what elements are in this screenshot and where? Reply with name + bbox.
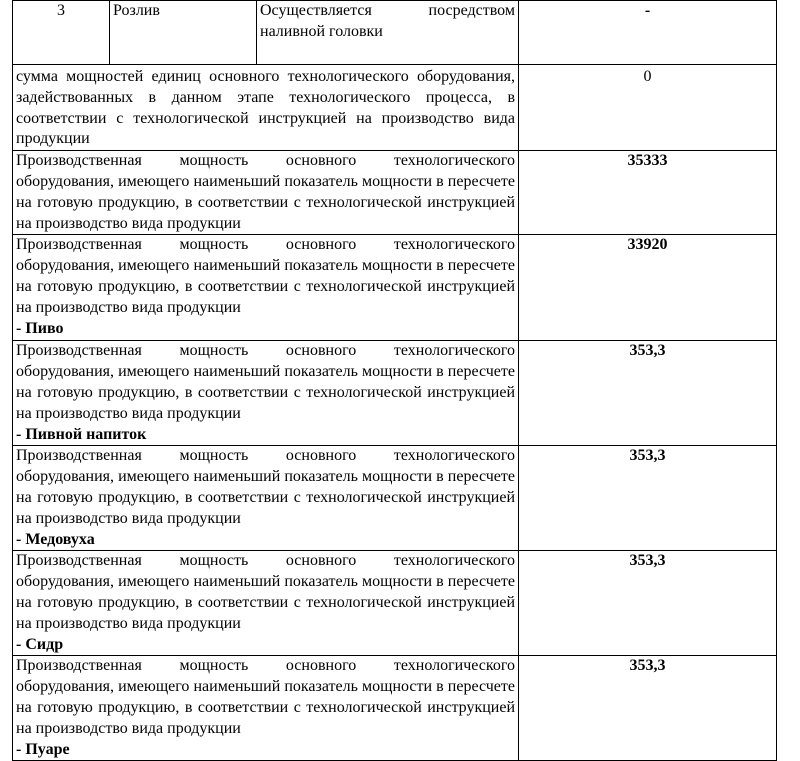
capacity-table xyxy=(12,0,777,761)
row-description: сумма мощностей единиц основного технологического оборудования, задействованных в данном этапе технологического процесса, в соответствии с технологической инструкцией на производство вида продукции xyxy=(16,68,515,148)
row-value-text: 35333 xyxy=(627,152,668,170)
row-text xyxy=(13,235,519,341)
step-operation: Розлив xyxy=(110,1,257,65)
table-row xyxy=(13,656,777,761)
row-value xyxy=(519,341,777,446)
row-value xyxy=(519,446,777,551)
row-value xyxy=(519,656,777,761)
table-row xyxy=(13,1,777,65)
table-row xyxy=(13,235,777,341)
row-value-text: 353,3 xyxy=(629,657,666,675)
product-name: - Пивной напиток xyxy=(16,425,147,443)
row-description: Производственная мощность основного технологического оборудования, имеющего наименьший показатель мощности в пересчете на готовую продукцию, в соответствии с технологической инструкцией на производство вида продукции xyxy=(16,342,515,422)
row-description: Производственная мощность основного технологического оборудования, имеющего наименьший показатель мощности в пересчете на готовую продукцию, в соответствии с технологической инструкцией на производство вида продукции xyxy=(16,657,515,737)
row-text xyxy=(13,656,519,761)
row-text xyxy=(13,551,519,656)
row-description: Производственная мощность основного технологического оборудования, имеющего наименьший показатель мощности в пересчете на готовую продукцию, в соответствии с технологической инструкцией на производство вида продукции xyxy=(16,447,515,527)
step-value: - xyxy=(519,1,777,65)
row-description: Производственная мощность основного технологического оборудования, имеющего наименьший показатель мощности в пересчете на готовую продукцию, в соответствии с технологической инструкцией на производство вида продукции xyxy=(16,152,515,232)
product-name: - Медовуха xyxy=(16,530,95,548)
row-description: Производственная мощность основного технологического оборудования, имеющего наименьший показатель мощности в пересчете на готовую продукцию, в соответствии с технологической инструкцией на производство вида продукции xyxy=(16,236,515,316)
table-row xyxy=(13,446,777,551)
step-number: 3 xyxy=(13,1,110,65)
row-value-text: 353,3 xyxy=(629,552,666,570)
product-name: - Пуаре xyxy=(16,740,70,758)
table-row xyxy=(13,341,777,446)
row-value-text: 0 xyxy=(643,68,652,85)
product-name: - Пиво xyxy=(16,319,64,337)
row-value xyxy=(519,151,777,235)
row-value-text: 33920 xyxy=(627,236,668,254)
table-row xyxy=(13,151,777,235)
step-description: Осуществляется посредством наливной головки xyxy=(257,1,519,65)
row-value-text: 353,3 xyxy=(629,447,666,465)
row-value xyxy=(519,551,777,656)
row-text xyxy=(13,446,519,551)
row-description: Производственная мощность основного технологического оборудования, имеющего наименьший показатель мощности в пересчете на готовую продукцию, в соответствии с технологической инструкцией на производство вида продукции xyxy=(16,552,515,632)
row-text xyxy=(13,65,519,151)
row-value xyxy=(519,235,777,341)
row-value-text: 353,3 xyxy=(629,342,666,360)
row-text xyxy=(13,151,519,235)
table-row xyxy=(13,65,777,151)
product-name: - Сидр xyxy=(16,635,64,653)
row-text xyxy=(13,341,519,446)
table-row xyxy=(13,551,777,656)
row-value xyxy=(519,65,777,151)
